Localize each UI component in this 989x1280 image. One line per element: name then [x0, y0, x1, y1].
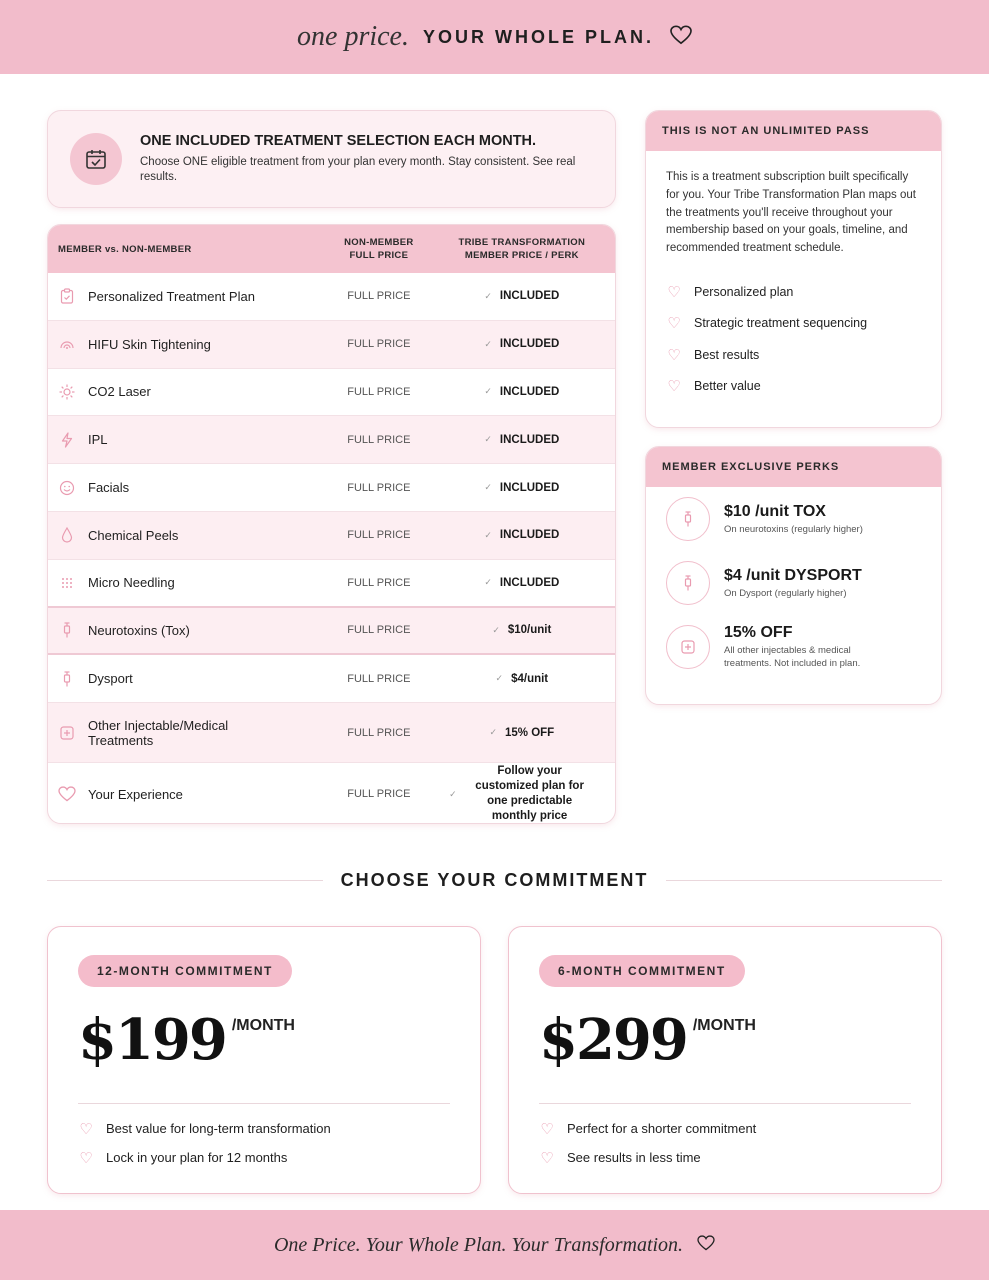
heart-outline-icon: ♡ — [667, 378, 681, 396]
non-member-price: FULL PRICE — [347, 529, 411, 542]
calendar-check-icon — [70, 133, 122, 185]
heart-outline-icon: ♡ — [667, 283, 681, 301]
treatment-name: Facials — [88, 480, 130, 496]
perk-item — [646, 487, 941, 551]
member-perk: INCLUDED — [499, 290, 560, 303]
treatment-name: Dysport — [88, 671, 133, 687]
heart-outline-icon: ♡ — [79, 1120, 93, 1138]
commitment-heading — [47, 868, 942, 892]
treatment-name: Personalized Treatment Plan — [88, 288, 255, 304]
benefit-item: ♡ See results in less time — [540, 1149, 701, 1167]
perk-item — [646, 551, 941, 615]
benefit-item: ♡ Lock in your plan for 12 months — [79, 1149, 288, 1167]
heart-outline-icon: ♡ — [540, 1149, 554, 1167]
benefit-item: ♡ Best value for long-term transformation — [79, 1120, 331, 1138]
treatment-name: IPL — [88, 432, 108, 448]
table-row — [48, 321, 615, 369]
plan-label: 6-MONTH COMMITMENT — [539, 955, 745, 987]
section-title: CHOOSE YOUR COMMITMENT — [340, 869, 649, 890]
list-item: ♡ Personalized plan — [667, 283, 794, 301]
check-icon: ✓ — [484, 529, 492, 540]
check-icon: ✓ — [484, 386, 492, 397]
divider — [539, 1103, 911, 1104]
check-icon: ✓ — [492, 624, 500, 635]
monthly-selection-card — [47, 110, 616, 208]
table-row — [48, 608, 615, 656]
perk-title: $10 /unit TOX — [724, 502, 826, 520]
plan-card-6-month[interactable] — [508, 926, 942, 1194]
table-row — [48, 763, 615, 824]
heart-outline-icon: ♡ — [667, 315, 681, 333]
table-row — [48, 273, 615, 321]
member-perks-card — [645, 446, 942, 705]
plan-label: 12-MONTH COMMITMENT — [78, 955, 292, 987]
plan-card-12-month[interactable] — [47, 926, 481, 1194]
header-member-vs-non-member: MEMBER vs. NON-MEMBER — [58, 243, 192, 255]
header-non-member: NON-MEMBER FULL PRICE — [344, 237, 414, 261]
plan-price: $299 — [539, 1007, 687, 1073]
table-row — [48, 512, 615, 560]
member-perk: INCLUDED — [499, 529, 560, 542]
perk-item — [646, 615, 941, 679]
table-row — [48, 655, 615, 703]
member-perk: INCLUDED — [499, 385, 560, 398]
syringe-icon — [666, 497, 710, 541]
heart-outline-icon: ♡ — [540, 1120, 554, 1138]
clipboard-icon — [58, 287, 76, 305]
header-member-price: TRIBE TRANSFORMATION MEMBER PRICE / PERK — [458, 237, 586, 261]
treatment-name: Chemical Peels — [88, 527, 179, 543]
droplet-icon — [58, 526, 76, 544]
treatment-name: Neurotoxins (Tox) — [88, 622, 190, 638]
heart-outline-icon — [697, 1235, 715, 1256]
non-member-price: FULL PRICE — [347, 576, 411, 589]
perk-title: $4 /unit DYSPORT — [724, 566, 862, 584]
treatment-name: Other Injectable/Medical Treatments — [88, 717, 229, 748]
non-member-price: FULL PRICE — [347, 338, 411, 351]
hifu-waves-icon — [58, 335, 76, 353]
non-member-price: FULL PRICE — [347, 726, 411, 739]
heart-outline-icon: ♡ — [79, 1149, 93, 1167]
treatment-name: CO2 Laser — [88, 384, 151, 400]
list-item: ♡ Best results — [667, 346, 760, 364]
check-icon: ✓ — [484, 290, 492, 301]
card-title: THIS IS NOT AN UNLIMITED PASS — [646, 111, 941, 151]
perk-title: 15% OFF — [724, 624, 793, 641]
member-perk: Follow your customized plan for one predictable monthly price — [475, 765, 584, 823]
footer-tagline: One Price. Your Whole Plan. Your Transformation. — [273, 1233, 684, 1256]
syringe-icon — [58, 621, 76, 639]
non-member-price: FULL PRICE — [347, 385, 411, 398]
perk-subtitle: All other injectables & medical treatments. Not included in plan. — [724, 645, 861, 669]
check-icon: ✓ — [484, 434, 492, 445]
member-perk: INCLUDED — [499, 433, 560, 446]
header-caps-text: YOUR WHOLE PLAN. — [422, 26, 654, 47]
member-perk: INCLUDED — [499, 481, 560, 494]
footer-band — [0, 1210, 989, 1280]
table-header — [48, 225, 615, 273]
treatment-name: Your Experience — [88, 786, 183, 802]
non-member-price: FULL PRICE — [347, 290, 411, 303]
syringe-icon — [58, 670, 76, 688]
header-band — [0, 0, 989, 74]
syringe-icon — [666, 561, 710, 605]
comparison-table — [47, 224, 616, 824]
dot-grid-icon — [58, 574, 76, 592]
table-row — [48, 464, 615, 512]
perk-subtitle: On neurotoxins (regularly higher) — [724, 523, 863, 535]
non-member-price: FULL PRICE — [347, 788, 411, 801]
card-description: This is a treatment subscription built specifically for you. Your Tribe Transformation Plan maps out the treatments you'll receive throughout your membership based on your goals, timeline, and recommended treatment schedule. — [666, 171, 916, 255]
table-row — [48, 369, 615, 417]
laser-burst-icon — [58, 383, 76, 401]
non-member-price: FULL PRICE — [347, 672, 411, 685]
check-icon: ✓ — [495, 673, 504, 684]
not-unlimited-pass-card — [645, 110, 942, 428]
non-member-price: FULL PRICE — [347, 433, 411, 446]
plan-period: /MONTH — [231, 1017, 295, 1034]
check-icon: ✓ — [484, 338, 492, 349]
table-row — [48, 703, 615, 763]
intro-description: Choose ONE eligible treatment from your plan every month. Stay consistent. See real results. — [140, 156, 576, 183]
plus-square-icon — [58, 724, 76, 742]
check-icon: ✓ — [449, 788, 457, 799]
member-perk: INCLUDED — [499, 576, 560, 589]
divider — [47, 880, 323, 881]
card-title: MEMBER EXCLUSIVE PERKS — [646, 447, 941, 487]
benefit-item: ♡ Perfect for a shorter commitment — [540, 1120, 757, 1138]
heart-outline-icon — [670, 25, 692, 50]
table-row — [48, 560, 615, 608]
list-item: ♡ Strategic treatment sequencing — [667, 315, 868, 333]
divider — [78, 1103, 450, 1104]
intro-title: ONE INCLUDED TREATMENT SELECTION EACH MONTH. — [140, 133, 537, 149]
check-icon: ✓ — [489, 727, 497, 738]
check-icon: ✓ — [484, 577, 492, 588]
member-perk: 15% OFF — [505, 726, 555, 739]
heart-outline-icon — [58, 785, 76, 803]
plus-square-icon — [666, 625, 710, 669]
member-perk: INCLUDED — [499, 338, 560, 351]
plan-period: /MONTH — [692, 1017, 756, 1034]
member-perk: $10/unit — [507, 624, 552, 637]
heart-outline-icon: ♡ — [667, 346, 681, 364]
check-icon: ✓ — [484, 482, 492, 493]
header-script-text: one price. — [297, 21, 409, 52]
list-item: ♡ Better value — [667, 378, 761, 396]
member-perk: $4/unit — [511, 672, 549, 685]
non-member-price: FULL PRICE — [347, 624, 411, 637]
lightning-icon — [58, 431, 76, 449]
treatment-name: Micro Needling — [88, 575, 175, 591]
non-member-price: FULL PRICE — [347, 481, 411, 494]
smiley-face-icon — [58, 479, 76, 497]
perk-subtitle: On Dysport (regularly higher) — [724, 587, 847, 599]
table-row — [48, 416, 615, 464]
plan-price: $199 — [78, 1007, 226, 1073]
treatment-name: HIFU Skin Tightening — [88, 336, 211, 352]
divider — [666, 880, 942, 881]
